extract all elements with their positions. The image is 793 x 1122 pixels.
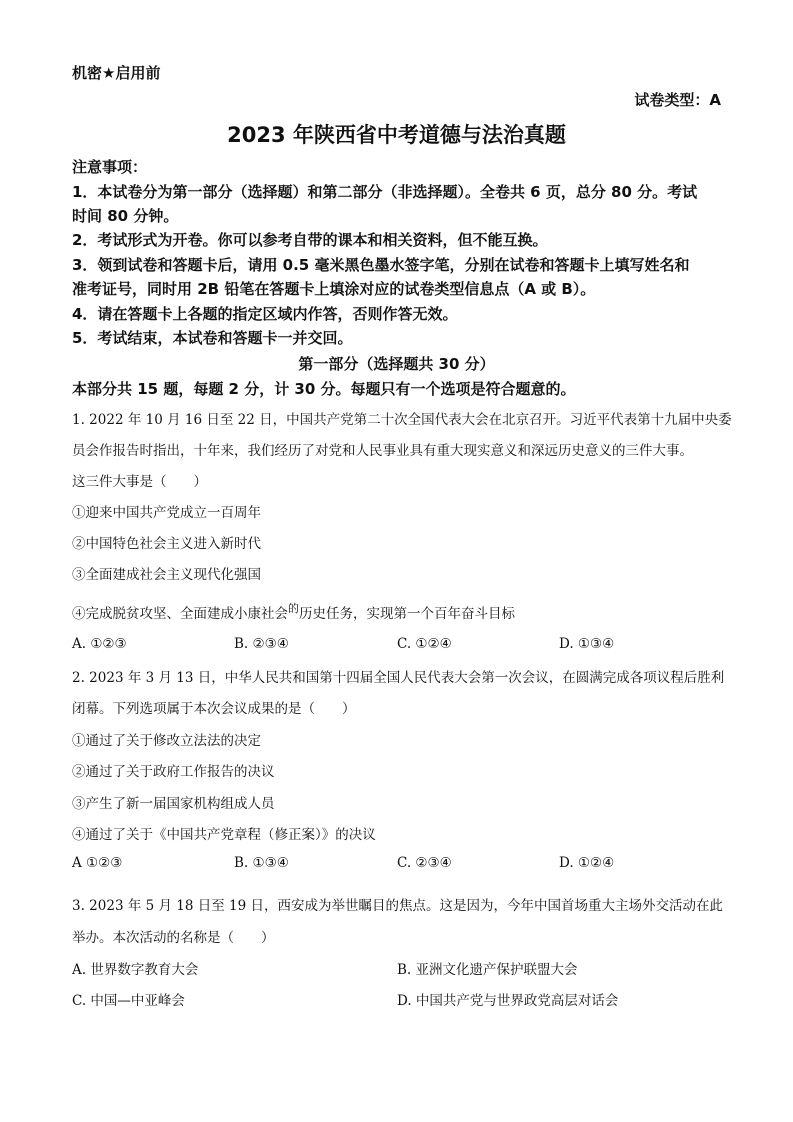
question-stem-line: 2. 2023 年 3 月 13 日，中华人民共和国第十四届全国人民代表大会第一次会议，在圆满完成各项议程后胜利: [72, 670, 725, 686]
question-stem-line: 这三件大事是（ ）: [72, 474, 207, 490]
confidential-label: 机密★启用前: [72, 64, 161, 82]
option-a[interactable]: A ①②③: [72, 855, 123, 871]
notice-line: 准考证号，同时用 2B 铅笔在答题卡上填涂对应的试卷类型信息点（A 或 B）。: [72, 280, 596, 298]
notice-line: 5．考试结束，本试卷和答题卡一并交回。: [72, 329, 353, 347]
option-a[interactable]: A. ①②③: [72, 636, 127, 652]
statement: ①通过了关于修改立法法的决定: [72, 733, 261, 749]
question-stem-line: 员会作报告时指出，十年来，我们经历了对党和人民事业具有重大现实意义和深远历史意义的三件大事。: [72, 443, 693, 459]
statement: ①迎来中国共产党成立一百周年: [72, 505, 261, 521]
statement: ②中国特色社会主义进入新时代: [72, 536, 261, 552]
statement: ③产生了新一届国家机构组成人员: [72, 796, 275, 812]
option-c[interactable]: C. ①②④: [397, 636, 452, 652]
question-stem-line: 1. 2022 年 10 月 16 日至 22 日，中国共产党第二十次全国代表大会在北京召开。习近平代表第十九届中央委: [72, 412, 732, 428]
option-d[interactable]: D. 中国共产党与世界政党高层对话会: [397, 993, 619, 1009]
option-a[interactable]: A. 世界数字教育大会: [72, 962, 199, 978]
part1-heading: 第一部分（选择题共 30 分）: [298, 355, 495, 373]
option-b[interactable]: B. ①③④: [234, 855, 289, 871]
statement: ④通过了关于《中国共产党章程（修正案）》的决议: [72, 827, 376, 843]
notice-line: 2．考试形式为开卷。你可以参考自带的课本和相关资料，但不能互换。: [72, 231, 548, 249]
notice-line: 时间 80 分钟。: [72, 207, 179, 225]
question-stem-line: 闭幕。下列选项属于本次会议成果的是（ ）: [72, 701, 356, 717]
statement: ②通过了关于政府工作报告的决议: [72, 764, 275, 780]
statement: ④完成脱贫攻坚、全面建成小康社会$^的$历史任务，实现第一个百年奋斗目标: [72, 602, 515, 622]
notice-heading: 注意事项：: [72, 158, 148, 176]
option-b[interactable]: B. ②③④: [234, 636, 289, 652]
paper-type-label: 试卷类型：A: [634, 91, 721, 109]
part1-description: 本部分共 15 题，每题 2 分，计 30 分。每题只有一个选项是符合题意的。: [72, 380, 576, 398]
page-title: 2023 年陕西省中考道德与法治真题: [227, 123, 566, 147]
question-stem-line: 3. 2023 年 5 月 18 日至 19 日，西安成为举世瞩目的焦点。这是因为，今年中国首场重大主场外交活动在此: [72, 898, 724, 914]
option-c[interactable]: C. 中国—中亚峰会: [72, 993, 185, 1009]
notice-line: 3．领到试卷和答题卡后，请用 0.5 毫米黑色墨水签字笔，分别在试卷和答题卡上填写姓名和: [72, 256, 690, 274]
question-stem-line: 举办。本次活动的名称是（ ）: [72, 930, 275, 946]
notice-line: 1．本试卷分为第一部分（选择题）和第二部分（非选择题）。全卷共 6 页，总分 80 分。考试: [72, 183, 698, 201]
statement: ③全面建成社会主义现代化强国: [72, 567, 261, 583]
option-d[interactable]: D. ①③④: [559, 636, 615, 652]
notice-line: 4．请在答题卡上各题的指定区域内作答，否则作答无效。: [72, 305, 458, 323]
option-b[interactable]: B. 亚洲文化遗产保护联盟大会: [397, 962, 578, 978]
option-c[interactable]: C. ②③④: [397, 855, 452, 871]
option-d[interactable]: D. ①②④: [559, 855, 615, 871]
